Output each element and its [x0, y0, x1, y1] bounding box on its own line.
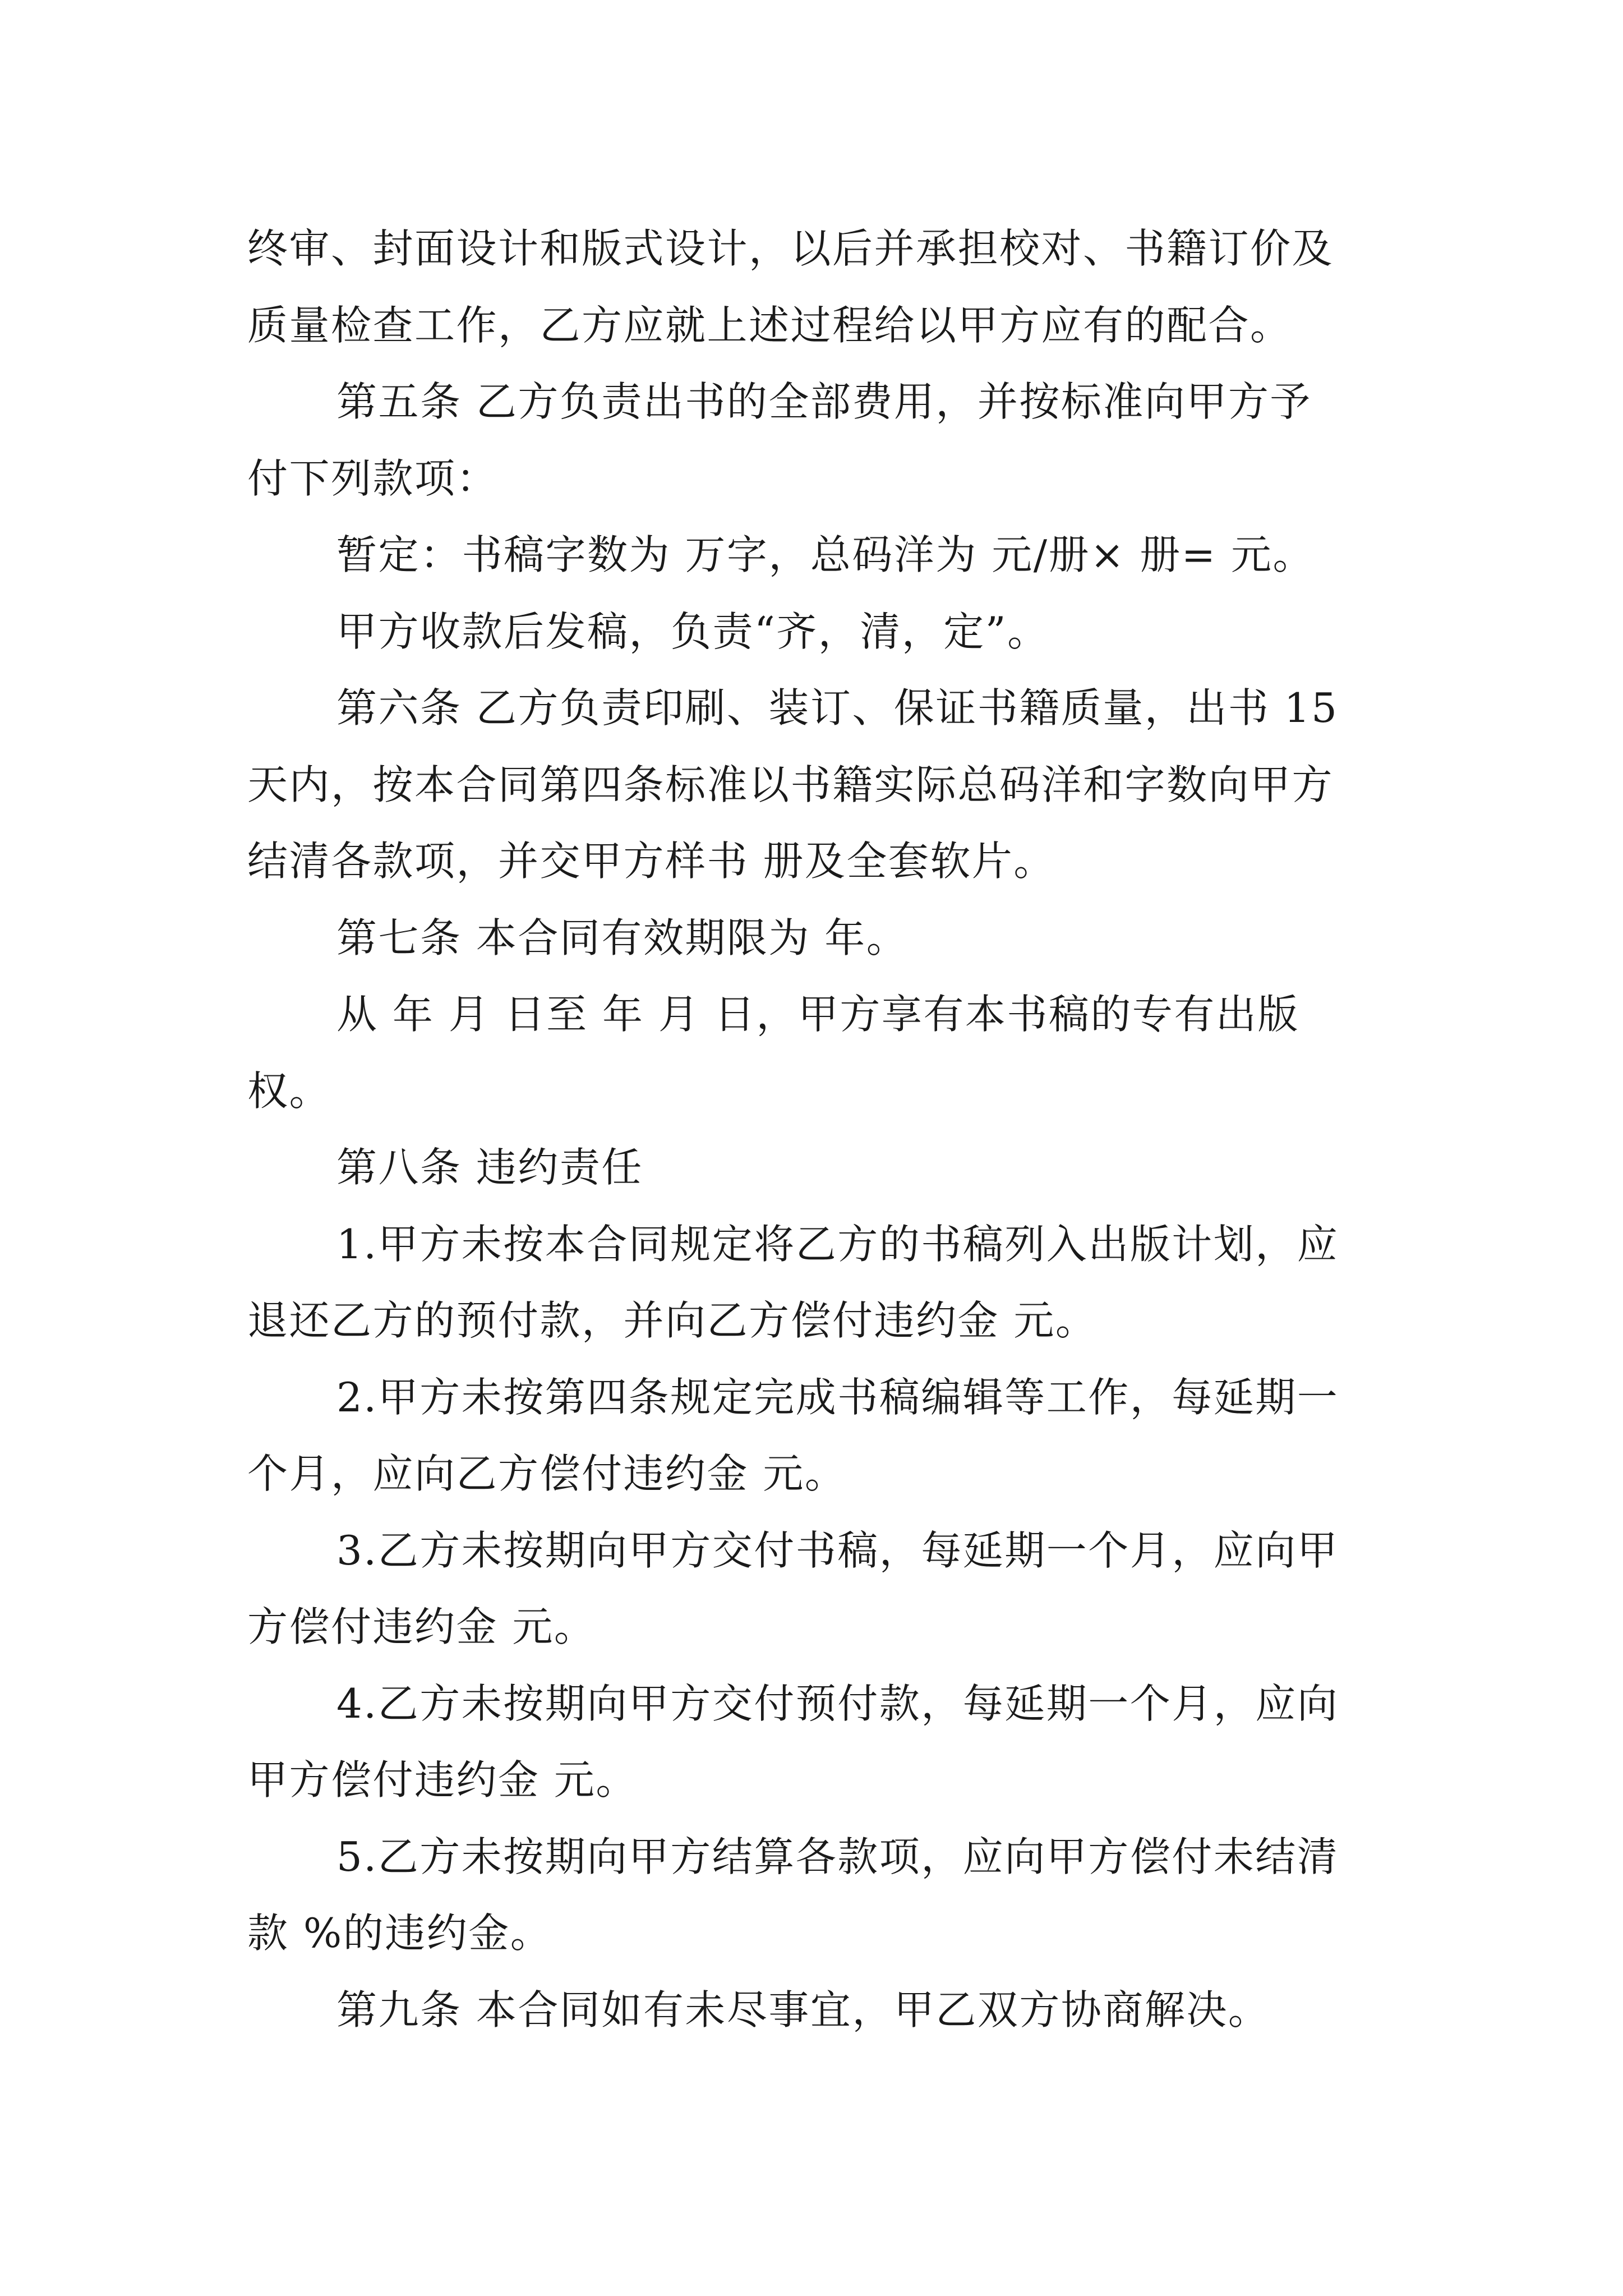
document-line: 个月，应向乙方偿付违约金 元。 [247, 1450, 847, 1497]
document-line: 甲方收款后发稿，负责“齐，清，定”。 [336, 608, 1049, 655]
document-line: 5.乙方未按期向甲方结算各款项，应向甲方偿付未结清 [336, 1833, 1339, 1880]
document-line: 方偿付违约金 元。 [247, 1603, 596, 1650]
document-line: 2.甲方未按第四条规定完成书稿编辑等工作，每延期一 [336, 1373, 1339, 1421]
document-line: 第六条 乙方负责印刷、装订、保证书籍质量，出书 15 [336, 684, 1339, 731]
document-line: 第九条 本合同如有未尽事宜，甲乙双方协商解决。 [336, 1986, 1270, 2033]
document-line: 第八条 违约责任 [336, 1144, 643, 1191]
document-line: 付下列款项： [247, 454, 499, 502]
document-line: 退还乙方的预付款，并向乙方偿付违约金 元。 [247, 1297, 1098, 1344]
document-line: 款 %的违约金。 [247, 1910, 552, 1957]
document-line: 3.乙方未按期向甲方交付书稿，每延期一个月，应向甲 [336, 1526, 1339, 1574]
contract-body-text [247, 210, 1386, 2048]
document-line: 第七条 本合同有效期限为 年。 [336, 914, 909, 961]
document-line: 天内，按本合同第四条标准以书籍实际总码洋和字数向甲方 [247, 761, 1334, 808]
document-line: 质量检查工作，乙方应就上述过程给以甲方应有的配合。 [247, 301, 1292, 349]
document-line: 1.甲方未按本合同规定将乙方的书稿列入出版计划，应 [336, 1220, 1339, 1268]
document-line: 结清各款项，并交甲方样书 册及全套软片。 [247, 838, 1055, 885]
document-line: 第五条 乙方负责出书的全部费用，并按标准向甲方予 [336, 378, 1312, 425]
document-line: 从 年 月 日至 年 月 日，甲方享有本书稿的专有出版 [336, 991, 1299, 1038]
document-line: 甲方偿付违约金 元。 [247, 1756, 638, 1803]
document-line: 终审、封面设计和版式设计，以后并承担校对、书籍订价及 [247, 225, 1334, 272]
document-line: 4.乙方未按期向甲方交付预付款，每延期一个月，应向 [336, 1680, 1339, 1727]
document-line: 权。 [247, 1067, 331, 1115]
document-line: 暂定：书稿字数为 万字，总码洋为 元/册× 册= 元。 [336, 531, 1315, 578]
